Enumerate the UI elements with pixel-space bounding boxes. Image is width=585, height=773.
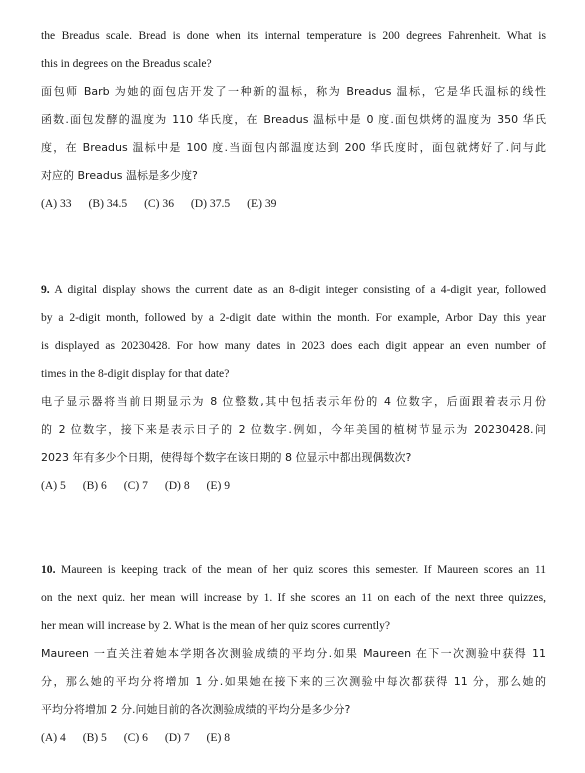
problem8-zh-line-3: 度，在 Breadus 温标中是 100 度.当面包内部温度达到 200 华氏度时，面包就烤好了.问与此: [41, 141, 546, 154]
problem9-choices: [41, 479, 244, 493]
problem10-choices: [41, 731, 244, 745]
problem8-choice-a: (A) 33: [41, 197, 72, 210]
problem8-zh-line-2: 函数.面包发酵的温度为 110 华氏度，在 Breadus 温标中是 0 度.面包烘烤的温度为 350 华氏: [41, 113, 546, 126]
problem8-zh-line-4: 对应的 Breadus 温标是多少度?: [41, 169, 198, 182]
problem9-choice-c: (C) 7: [123, 479, 148, 492]
problem8-zh-line-1: 面包师 Barb 为她的面包店开发了一种新的温标，称为 Breadus 温标，它是华氏温标的线性: [41, 85, 546, 98]
problem9-number: 9.: [41, 283, 50, 296]
problem9-zh-line-1: 电子显示器将当前日期显示为 8 位整数,其中包括表示年份的 4 位数字，后面跟着表示月份: [41, 395, 546, 408]
problem10-en-line-1: [41, 563, 546, 577]
problem9-zh-line-2: 的 2 位数字，接下来是表示日子的 2 位数字.例如，今年美国的植树节显示为 20230428.问: [41, 423, 546, 436]
problem9-en-line-4: times in the 8-digit display for that date?: [41, 367, 230, 380]
problem10-choice-d: (D) 7: [164, 731, 190, 744]
problem8-choice-e: (E) 39: [247, 197, 277, 210]
problem10-en-line-3: her mean will increase by 2. What is the mean of her quiz scores currently?: [41, 619, 391, 632]
problem9-en-line-1: [41, 283, 546, 297]
problem8-choice-c: (C) 36: [144, 197, 175, 210]
problem10-choice-b: (B) 5: [82, 731, 107, 744]
problem10-zh-line-1: Maureen 一直关注着她本学期各次测验成绩的平均分.如果 Maureen 在下一次测验中获得 11: [41, 647, 546, 660]
problem9-choice-a: (A) 5: [41, 479, 66, 492]
problem10-choice-c: (C) 6: [123, 731, 148, 744]
problem8-choice-b: (B) 34.5: [88, 197, 128, 210]
problem10-choice-a: (A) 4: [41, 731, 66, 744]
problem10-number: 10.: [41, 563, 56, 576]
problem9-en-line-2: by a 2-digit month, followed by a 2-digit date within the month. For example, Arbor Day this year: [41, 311, 546, 324]
problem8-choice-d: (D) 37.5: [190, 197, 231, 210]
problem9-choice-d: (D) 8: [164, 479, 190, 492]
problem9-choice-e: (E) 9: [206, 479, 231, 492]
problem9-zh-line-3: 2023 年有多少个日期，使得每个数字在该日期的 8 位显示中都出现偶数次?: [41, 451, 412, 464]
problem9-en-line-3: is displayed as 20230428. For how many dates in 2023 does each digit appear an even number of: [41, 339, 546, 352]
problem8-choices: [41, 197, 290, 211]
problem8-en-line-1: the Breadus scale. Bread is done when its internal temperature is 200 degrees Fahrenheit. What is: [41, 29, 546, 42]
problem9-choice-b: (B) 6: [82, 479, 107, 492]
problem10-choice-e: (E) 8: [206, 731, 231, 744]
problem9-en-line-1-text: A digital display shows the current date as an 8-digit integer consisting of a 4-digit year, followed: [54, 283, 546, 296]
problem10-en-line-1-text: Maureen is keeping track of the mean of her quiz scores this semester. If Maureen scores an 11: [61, 563, 546, 576]
problem8-en-line-2: this in degrees on the Breadus scale?: [41, 57, 212, 70]
problem10-zh-line-2: 分，那么她的平均分将增加 1 分.如果她在接下来的三次测验中每次都获得 11 分，那么她的: [41, 675, 546, 688]
problem10-en-line-2: on the next quiz. her mean will increase by 1. If she scores an 11 on each of the next three quizzes,: [41, 591, 546, 604]
problem10-zh-line-3: 平均分将增加 2 分.问她目前的各次测验成绩的平均分是多少分?: [41, 703, 351, 716]
